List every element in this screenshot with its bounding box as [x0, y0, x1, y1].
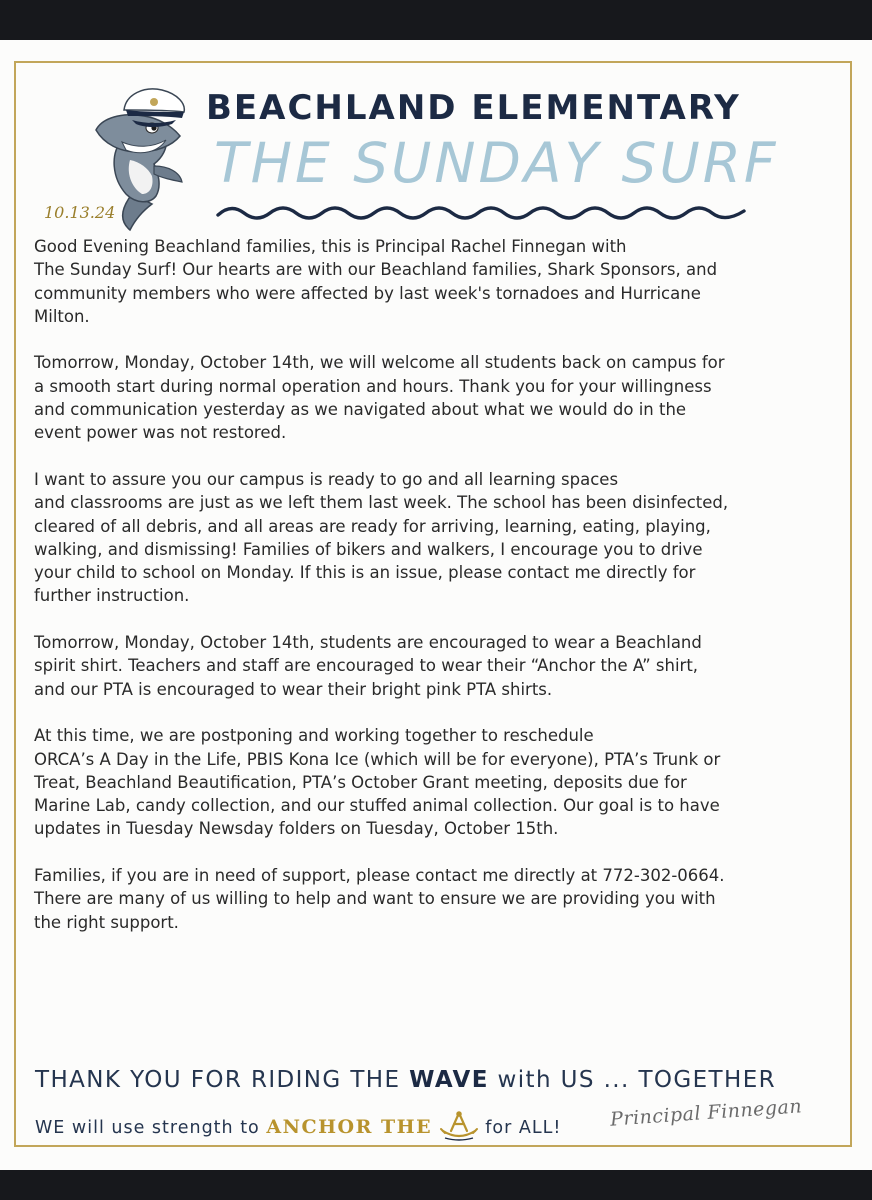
issue-date: 10.13.24 [44, 203, 116, 222]
anchor-line: WE will use strength to ANCHOR THE for ALL! [35, 1111, 635, 1141]
anchor-a-icon [439, 1111, 479, 1141]
paragraph-spirit-shirts: Tomorrow, Monday, October 14th, students are encouraged to wear a Beachland spirit shirt. Teachers and staff are encouraged to wear their “Anchor the A” shirt, and our PTA is encouraged to wear their bright pink PTA shirts. [34, 633, 702, 699]
principal-signature: Principal Finnegan [609, 1095, 803, 1131]
anchor-the-text: ANCHOR THE [266, 1116, 433, 1138]
school-name: BEACHLAND ELEMENTARY [206, 88, 741, 128]
wave-emphasis: WAVE [409, 1067, 489, 1093]
paragraph-greeting: Good Evening Beachland families, this is Principal Rachel Finnegan with The Sunday Surf! Our hearts are with our Beachland families, Shark Sponsors, and community members who were affected by last week's tornadoes and Hurricane Milton. [34, 237, 718, 326]
wave-divider-icon [216, 199, 746, 223]
paragraph-campus-ready: I want to assure you our campus is ready to go and all learning spaces and classrooms are just as we left them last week. The school has been disinfected, cleared of all debris, and all areas are ready for arriving, learning, eating, playing, walking, and dismissing! Families of bikers and walkers, I encourage you to drive your child to school on Monday. If this is an issue, please contact me directly for further instruction. [34, 469, 729, 606]
letter-body [34, 235, 844, 957]
paragraph-postponed-events: At this time, we are postponing and working together to reschedule ORCA’s A Day in the Life, PBIS Kona Ice (which will be for everyone), PTA’s Trunk or Treat, Beachland Beautification, PTA’s October Grant meeting, deposits due for Marine Lab, candy collection, and our stuffed animal collection. Our goal is to have updates in Tuesday Newsday folders on Tuesday, October 15th. [34, 726, 721, 839]
thank-you-line: THANK YOU FOR RIDING THE WAVE with US ... TOGETHER [35, 1067, 777, 1093]
paragraph-return-to-campus: Tomorrow, Monday, October 14th, we will welcome all students back on campus for a smooth start during normal operation and hours. Thank you for your willingness and communication yesterday as we navigated about what we would do in the event power was not restored. [34, 353, 725, 443]
newsletter-title: THE SUNDAY SURF [214, 131, 779, 195]
paragraph-support: Families, if you are in need of support, please contact me directly at 772-302-0664. There are many of us willing to help and want to ensure we are providing you with the right support. [34, 866, 725, 932]
